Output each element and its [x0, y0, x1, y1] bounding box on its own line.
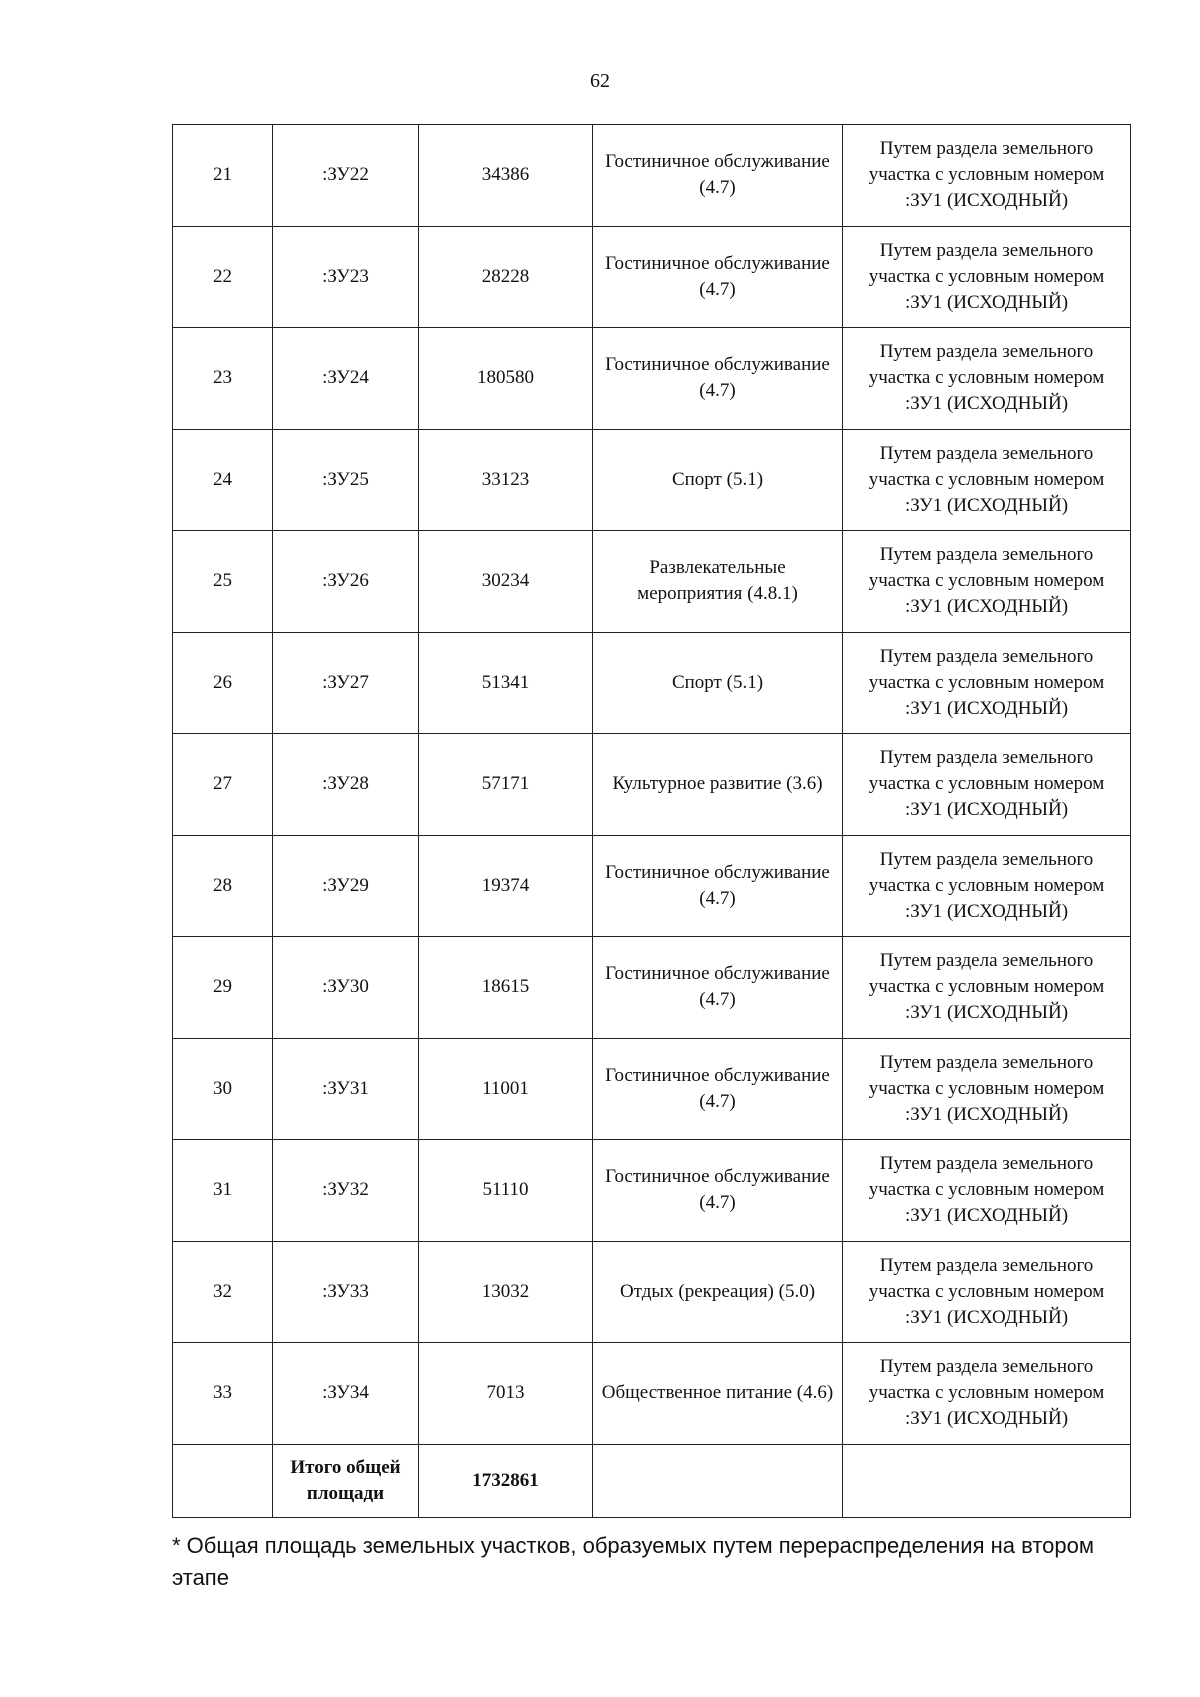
formation-method-cell: Путем раздела земельного участка с условным номером :ЗУ1 (ИСХОДНЫЙ) — [843, 125, 1131, 227]
plot-code-cell: :ЗУ34 — [273, 1343, 419, 1445]
area-cell: 28228 — [419, 226, 593, 328]
footnote: * Общая площадь земельных участков, образуемых путем перераспределения на втором этапе — [172, 1533, 1094, 1590]
area-cell: 51110 — [419, 1140, 593, 1242]
area-cell: 180580 — [419, 328, 593, 430]
formation-method-cell: Путем раздела земельного участка с условным номером :ЗУ1 (ИСХОДНЫЙ) — [843, 632, 1131, 734]
area-cell: 30234 — [419, 531, 593, 633]
row-number-cell: 28 — [173, 835, 273, 937]
formation-method-cell: Путем раздела земельного участка с условным номером :ЗУ1 (ИСХОДНЫЙ) — [843, 328, 1131, 430]
permitted-use-cell: Отдых (рекреация) (5.0) — [593, 1241, 843, 1343]
permitted-use-cell: Спорт (5.1) — [593, 429, 843, 531]
plot-code-cell: :ЗУ33 — [273, 1241, 419, 1343]
plot-code-cell: :ЗУ22 — [273, 125, 419, 227]
row-number-cell: 31 — [173, 1140, 273, 1242]
row-number-cell: 21 — [173, 125, 273, 227]
table-row — [173, 835, 1131, 937]
table-row — [173, 1343, 1131, 1445]
plot-code-cell: :ЗУ29 — [273, 835, 419, 937]
area-cell: 33123 — [419, 429, 593, 531]
land-plots-table — [172, 124, 1131, 1518]
table-row — [173, 531, 1131, 633]
permitted-use-cell: Спорт (5.1) — [593, 632, 843, 734]
permitted-use-cell: Общественное питание (4.6) — [593, 1343, 843, 1445]
permitted-use-cell: Развлекательные мероприятия (4.8.1) — [593, 531, 843, 633]
row-number-cell: 24 — [173, 429, 273, 531]
permitted-use-cell: Гостиничное обслуживание (4.7) — [593, 226, 843, 328]
table-row — [173, 429, 1131, 531]
area-cell: 18615 — [419, 937, 593, 1039]
row-number-cell: 23 — [173, 328, 273, 430]
formation-method-cell: Путем раздела земельного участка с условным номером :ЗУ1 (ИСХОДНЫЙ) — [843, 1241, 1131, 1343]
formation-method-cell: Путем раздела земельного участка с условным номером :ЗУ1 (ИСХОДНЫЙ) — [843, 429, 1131, 531]
plot-code-cell: :ЗУ25 — [273, 429, 419, 531]
table-body — [173, 125, 1131, 1518]
plot-code-cell: :ЗУ32 — [273, 1140, 419, 1242]
table-row — [173, 632, 1131, 734]
area-cell: 7013 — [419, 1343, 593, 1445]
total-row — [173, 1444, 1131, 1517]
formation-method-cell: Путем раздела земельного участка с условным номером :ЗУ1 (ИСХОДНЫЙ) — [843, 226, 1131, 328]
plot-code-cell: :ЗУ28 — [273, 734, 419, 836]
formation-method-cell: Путем раздела земельного участка с условным номером :ЗУ1 (ИСХОДНЫЙ) — [843, 1038, 1131, 1140]
table-row — [173, 226, 1131, 328]
total-empty-cell — [173, 1444, 273, 1517]
plot-code-cell: :ЗУ31 — [273, 1038, 419, 1140]
area-cell: 51341 — [419, 632, 593, 734]
permitted-use-cell: Гостиничное обслуживание (4.7) — [593, 328, 843, 430]
row-number-cell: 22 — [173, 226, 273, 328]
formation-method-cell: Путем раздела земельного участка с условным номером :ЗУ1 (ИСХОДНЫЙ) — [843, 835, 1131, 937]
permitted-use-cell: Гостиничное обслуживание (4.7) — [593, 835, 843, 937]
formation-method-cell: Путем раздела земельного участка с условным номером :ЗУ1 (ИСХОДНЫЙ) — [843, 1343, 1131, 1445]
total-value: 1732861 — [419, 1444, 593, 1517]
page-number: 62 — [590, 70, 610, 92]
formation-method-cell: Путем раздела земельного участка с условным номером :ЗУ1 (ИСХОДНЫЙ) — [843, 531, 1131, 633]
permitted-use-cell: Гостиничное обслуживание (4.7) — [593, 1140, 843, 1242]
table-row — [173, 1140, 1131, 1242]
total-label: Итого общей площади — [273, 1444, 419, 1517]
row-number-cell: 27 — [173, 734, 273, 836]
formation-method-cell: Путем раздела земельного участка с условным номером :ЗУ1 (ИСХОДНЫЙ) — [843, 937, 1131, 1039]
formation-method-cell: Путем раздела земельного участка с условным номером :ЗУ1 (ИСХОДНЫЙ) — [843, 734, 1131, 836]
table-row — [173, 937, 1131, 1039]
area-cell: 57171 — [419, 734, 593, 836]
area-cell: 13032 — [419, 1241, 593, 1343]
plot-code-cell: :ЗУ27 — [273, 632, 419, 734]
table-row — [173, 734, 1131, 836]
table-row — [173, 328, 1131, 430]
table-row — [173, 1038, 1131, 1140]
row-number-cell: 26 — [173, 632, 273, 734]
permitted-use-cell: Культурное развитие (3.6) — [593, 734, 843, 836]
row-number-cell: 29 — [173, 937, 273, 1039]
total-empty-cell — [593, 1444, 843, 1517]
table-row — [173, 1241, 1131, 1343]
area-cell: 11001 — [419, 1038, 593, 1140]
plot-code-cell: :ЗУ26 — [273, 531, 419, 633]
permitted-use-cell: Гостиничное обслуживание (4.7) — [593, 1038, 843, 1140]
row-number-cell: 33 — [173, 1343, 273, 1445]
plot-code-cell: :ЗУ23 — [273, 226, 419, 328]
table-row — [173, 125, 1131, 227]
plot-code-cell: :ЗУ30 — [273, 937, 419, 1039]
row-number-cell: 32 — [173, 1241, 273, 1343]
formation-method-cell: Путем раздела земельного участка с условным номером :ЗУ1 (ИСХОДНЫЙ) — [843, 1140, 1131, 1242]
area-cell: 19374 — [419, 835, 593, 937]
area-cell: 34386 — [419, 125, 593, 227]
row-number-cell: 25 — [173, 531, 273, 633]
permitted-use-cell: Гостиничное обслуживание (4.7) — [593, 937, 843, 1039]
total-empty-cell — [843, 1444, 1131, 1517]
plot-code-cell: :ЗУ24 — [273, 328, 419, 430]
row-number-cell: 30 — [173, 1038, 273, 1140]
permitted-use-cell: Гостиничное обслуживание (4.7) — [593, 125, 843, 227]
